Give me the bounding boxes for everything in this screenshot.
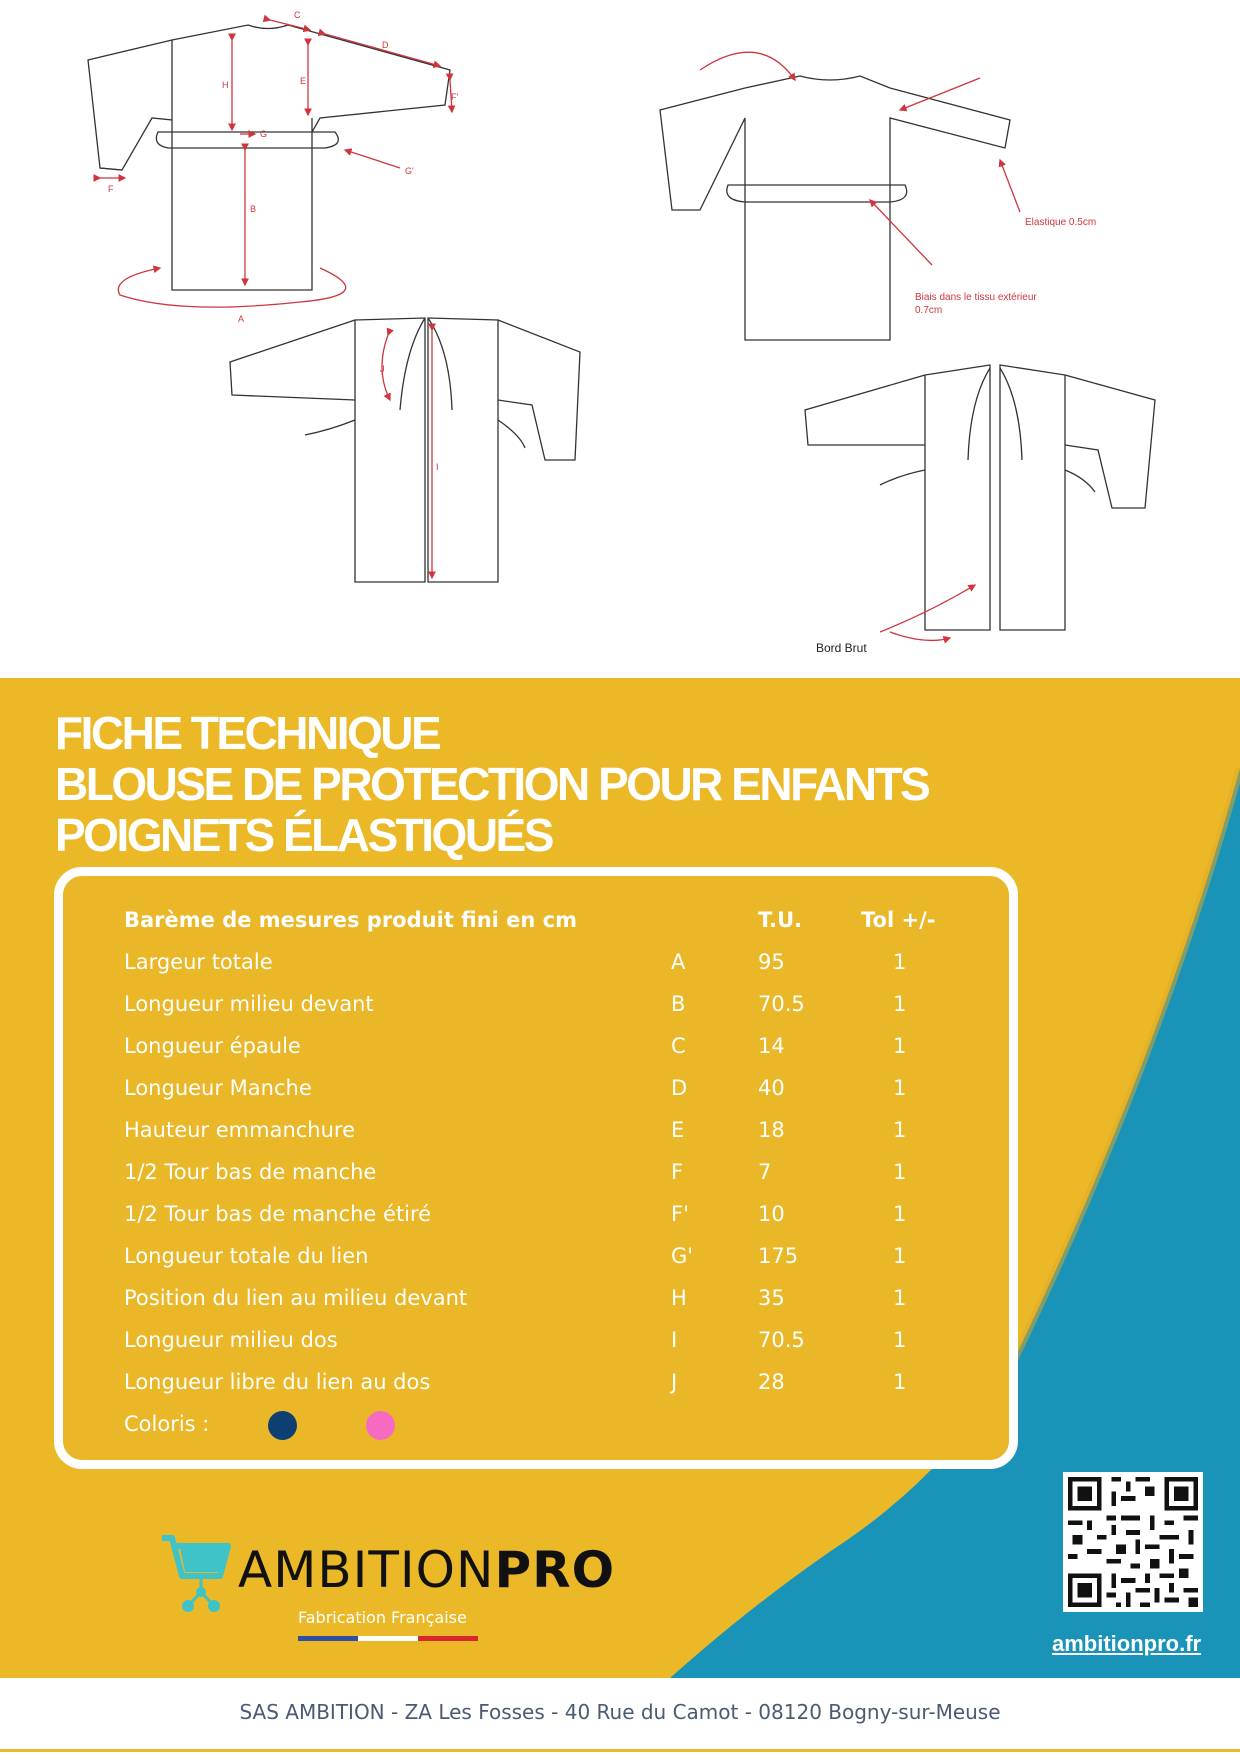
row-label: Position du lien au milieu devant (124, 1286, 468, 1310)
row-tolerance: 1 (893, 1286, 907, 1310)
row-tolerance: 1 (893, 950, 907, 974)
table-row (124, 1034, 984, 1074)
row-value: 18 (758, 1118, 785, 1142)
table-row (124, 992, 984, 1032)
brand-name-bold: PRO (494, 1541, 616, 1599)
table-row (124, 950, 984, 990)
row-code: F (671, 1160, 684, 1184)
table-row (124, 1076, 984, 1116)
label-f: F (108, 184, 114, 194)
label-i: I (436, 462, 439, 472)
label-c: C (294, 10, 301, 20)
front-view-sketch (88, 25, 450, 290)
row-label: 1/2 Tour bas de manche étiré (124, 1202, 432, 1226)
qr-code[interactable] (1063, 1472, 1203, 1612)
brand-tagline: Fabrication Française (298, 1608, 467, 1627)
header-size: T.U. (758, 908, 803, 932)
row-value: 14 (758, 1034, 785, 1058)
row-value: 10 (758, 1202, 785, 1226)
row-tolerance: 1 (893, 1034, 907, 1058)
row-value: 70.5 (758, 992, 805, 1016)
header-label: Barème de mesures produit fini en cm (124, 908, 577, 932)
row-label: Longueur Manche (124, 1076, 312, 1100)
row-code: A (671, 950, 686, 974)
table-row (124, 1118, 984, 1158)
row-value: 7 (758, 1160, 772, 1184)
row-tolerance: 1 (893, 1328, 907, 1352)
title-line-2: BLOUSE DE PROTECTION POUR ENFANTS (55, 758, 929, 810)
row-value: 70.5 (758, 1328, 805, 1352)
row-label: Hauteur emmanchure (124, 1118, 356, 1142)
biais-note-line1: Biais dans le tissu extérieur (915, 292, 1037, 303)
label-d: D (382, 40, 389, 50)
title-line-3: POIGNETS ÉLASTIQUÉS (55, 809, 552, 861)
label-g: G (260, 129, 268, 139)
row-tolerance: 1 (893, 1076, 907, 1100)
row-tolerance: 1 (893, 1370, 907, 1394)
row-label: Longueur milieu dos (124, 1328, 338, 1352)
row-label: Longueur totale du lien (124, 1244, 369, 1268)
table-row (124, 1160, 984, 1200)
website-link[interactable]: ambitionpro.fr (1052, 1631, 1202, 1656)
french-flag-stripe (298, 1636, 478, 1641)
title-line-1: FICHE TECHNIQUE (55, 707, 440, 759)
label-e: E (300, 76, 307, 86)
colors-row (124, 1412, 984, 1452)
bord-brut-label: Bord Brut (816, 641, 867, 655)
row-code: F' (671, 1202, 689, 1226)
footer-divider (0, 1749, 1240, 1752)
row-label: Largeur totale (124, 950, 273, 974)
row-label: Longueur libre du lien au dos (124, 1370, 431, 1394)
label-j: J (380, 364, 385, 374)
header-tolerance: Tol +/- (861, 908, 936, 932)
row-value: 175 (758, 1244, 799, 1268)
row-tolerance: 1 (893, 992, 907, 1016)
row-code: C (671, 1034, 686, 1058)
row-code: E (671, 1118, 685, 1142)
row-code: G' (671, 1244, 694, 1268)
row-code: I (671, 1328, 678, 1352)
row-label: Longueur épaule (124, 1034, 301, 1058)
label-gp: G' (405, 166, 414, 176)
row-value: 35 (758, 1286, 785, 1310)
label-fp: F' (451, 92, 459, 102)
row-tolerance: 1 (893, 1160, 907, 1184)
row-value: 40 (758, 1076, 785, 1100)
row-value: 28 (758, 1370, 785, 1394)
table-row (124, 1370, 984, 1410)
elastic-note: Elastique 0.5cm (1025, 217, 1097, 228)
label-h: H (222, 80, 229, 90)
page-title (55, 708, 928, 861)
row-tolerance: 1 (893, 1118, 907, 1142)
back-view-sketch-2 (805, 365, 1155, 630)
row-tolerance: 1 (893, 1244, 907, 1268)
table-row (124, 1244, 984, 1284)
brand-logo-text (238, 1541, 615, 1599)
table-row (124, 1328, 984, 1368)
row-code: H (671, 1286, 687, 1310)
row-code: B (671, 992, 686, 1016)
footer-address: SAS AMBITION - ZA Les Fosses - 40 Rue du Camot - 08120 Bogny-sur-Meuse (239, 1700, 1001, 1724)
row-label: Longueur milieu devant (124, 992, 374, 1016)
garment-sketches (0, 0, 1240, 678)
row-code: J (671, 1370, 678, 1394)
technical-drawings (0, 0, 1240, 678)
brand-name-light: AMBITION (238, 1541, 495, 1599)
color-swatch-navy (268, 1411, 297, 1440)
label-a: A (238, 314, 245, 324)
table-header (124, 908, 984, 948)
table-row (124, 1286, 984, 1326)
row-code: D (671, 1076, 688, 1100)
row-value: 95 (758, 950, 785, 974)
label-b: B (250, 204, 257, 214)
colors-label: Coloris : (124, 1412, 210, 1436)
row-tolerance: 1 (893, 1202, 907, 1226)
table-row (124, 1202, 984, 1242)
color-swatch-pink (366, 1411, 395, 1440)
row-label: 1/2 Tour bas de manche (124, 1160, 377, 1184)
back-view-sketch (230, 318, 580, 582)
biais-note-line2: 0.7cm (915, 305, 943, 316)
